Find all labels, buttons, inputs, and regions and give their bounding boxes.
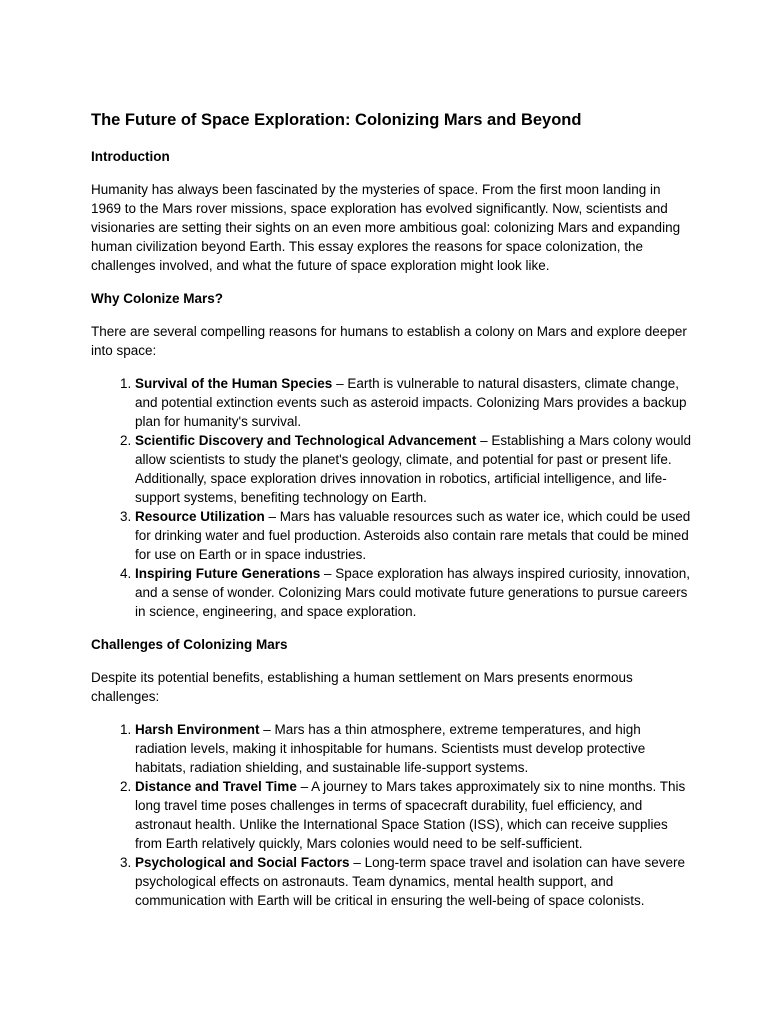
list-item-text: – Mars has valuable resources such as water ice, which could be used for drinking water and fuel production. Asteroids also contain rare metals that could be mined for use on Earth or in space industries. xyxy=(135,509,691,562)
list-item-term: Distance and Travel Time xyxy=(135,779,297,794)
introduction-paragraph: Humanity has always been fascinated by the mysteries of space. From the first moon landing in 1969 to the Mars rover missions, space exploration has evolved significantly. Now, scientists and visionaries are setting their sights on an even more ambitious goal: colonizing Mars and expanding human civilization beyond Earth. This essay explores the reasons for space colonization, the challenges involved, and what the future of space exploration might look like. xyxy=(91,182,681,273)
reasons-list xyxy=(91,374,691,621)
list-item-term: Harsh Environment xyxy=(135,722,260,737)
why-colonize-paragraph: There are several compelling reasons for humans to establish a colony on Mars and explore deeper into space: xyxy=(91,324,687,358)
list-item-term: Psychological and Social Factors xyxy=(135,855,350,870)
challenges-list xyxy=(91,720,691,910)
list-item-text: – A journey to Mars takes approximately six to nine months. This long travel time poses challenges in terms of spacecraft durability, fuel efficiency, and astronaut health. Unlike the International Space Station (ISS), which can receive supplies from Earth relatively quickly, Mars colonies would need to be self-sufficient. xyxy=(135,779,686,851)
list-item-term: Resource Utilization xyxy=(135,509,265,524)
list-item xyxy=(135,777,691,853)
list-item-text: – Earth is vulnerable to natural disasters, climate change, and potential extinction events such as asteroid impacts. Colonizing Mars provides a backup plan for humanity's survival. xyxy=(135,376,687,429)
list-item-text: – Establishing a Mars colony would allow scientists to study the planet's geology, climate, and potential for past or present life. Additionally, space exploration drives innovation in robotics, artificial intelligence, and life-support systems, benefiting technology on Earth. xyxy=(135,433,691,505)
section-heading-why-colonize: Why Colonize Mars? xyxy=(91,291,224,306)
list-item xyxy=(135,564,691,621)
list-item xyxy=(135,507,691,564)
list-item xyxy=(135,720,691,777)
document-title: The Future of Space Exploration: Colonizing Mars and Beyond xyxy=(91,111,582,129)
section-heading-challenges: Challenges of Colonizing Mars xyxy=(91,637,288,652)
list-item-term: Inspiring Future Generations xyxy=(135,566,321,581)
list-item xyxy=(135,374,691,431)
list-item-text: – Long-term space travel and isolation can have severe psychological effects on astronauts. Team dynamics, mental health support, and communication with Earth will be critical in ensuring the well-being of space colonists. xyxy=(135,855,686,908)
list-item-text: – Mars has a thin atmosphere, extreme temperatures, and high radiation levels, making it inhospitable for humans. Scientists must develop protective habitats, radiation shielding, and sustainable life-support systems. xyxy=(135,722,646,775)
challenges-paragraph: Despite its potential benefits, establishing a human settlement on Mars presents enormous challenges: xyxy=(91,670,633,704)
document-page xyxy=(91,108,691,910)
list-item-text: – Space exploration has always inspired curiosity, innovation, and a sense of wonder. Colonizing Mars could motivate future generations to pursue careers in science, engineering, and space exploration. xyxy=(135,566,690,619)
section-heading-introduction: Introduction xyxy=(91,149,170,164)
list-item xyxy=(135,853,691,910)
list-item-term: Scientific Discovery and Technological Advancement xyxy=(135,433,477,448)
list-item-term: Survival of the Human Species xyxy=(135,376,333,391)
list-item xyxy=(135,431,691,507)
